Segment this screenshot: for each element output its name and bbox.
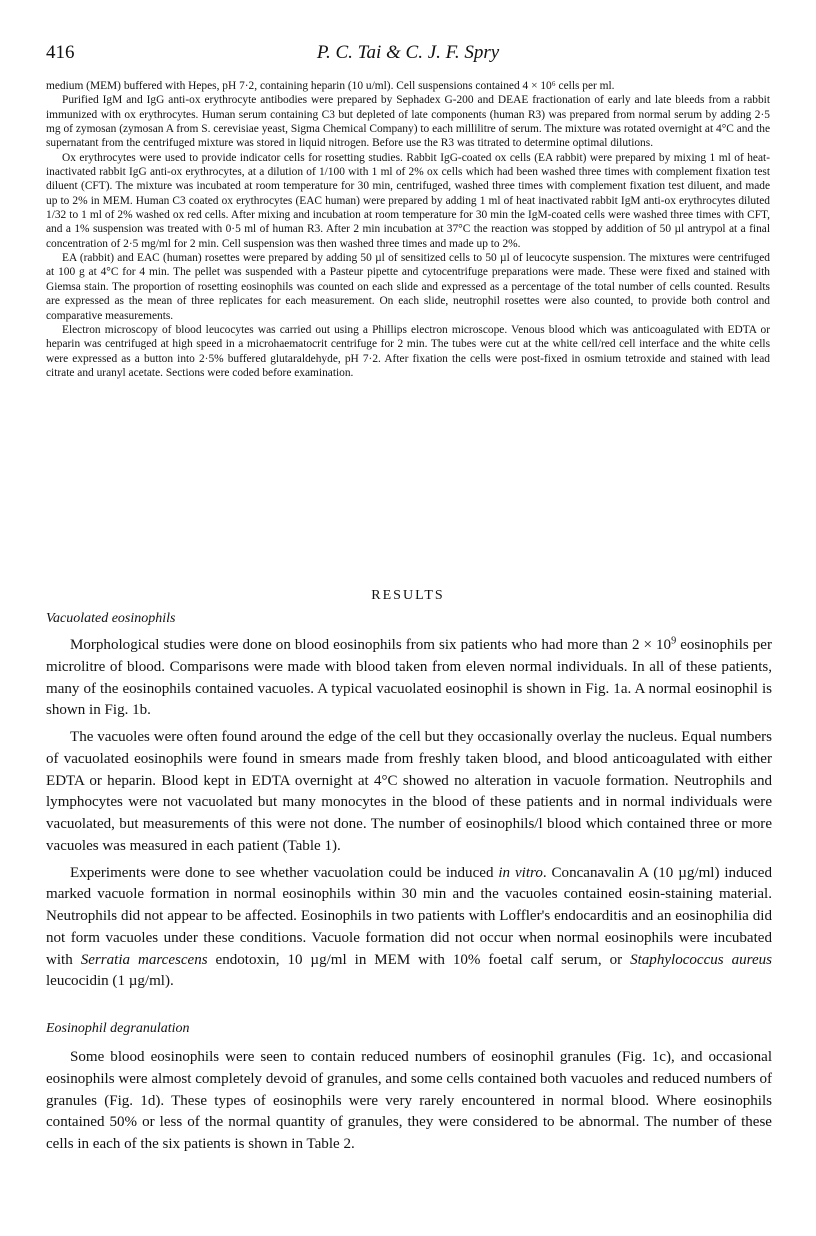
results-paragraph: Morphological studies were done on blood eosinophils from six patients who had more than $2 \times 10^9$ eosinophils per microlitre of blood. Comparisons were made with blood taken from eleven normal individuals. In all of these patients, many of the eosinophils contained vacuoles. A typical vacuolated eosinophil is shown in Fig. 1a. A normal eosinophil is shown in Fig. 1b. [46, 635, 772, 719]
exponent: 9 [671, 635, 677, 647]
methods-paragraph: medium (MEM) buffered with Hepes, pH 7·2, containing heparin (10 u/ml). Cell suspensions contained 4 × 10⁶ cells per ml. [46, 80, 615, 92]
results-paragraph: Experiments were done to see whether vacuolation could be induced in vitro. Concanavalin A (10 µg/ml) induced marked vacuole formation in normal eosinophils within 30 min and the vacuoles contained eosin-staining material. Neutrophils did not appear to be affected. Eosinophils in two patients with Loffler's endocarditis and an eosinophilia did not form vacuoles under these conditions. Vacuole formation did not occur when normal eosinophils were incubated with Serratia marcescens endotoxin, 10 µg/ml in MEM with 10% foetal calf serum, or Staphylococcus aureus leucocidin (1 µg/ml). [46, 864, 773, 990]
italic-term: Staphylococcus aureus [630, 951, 773, 968]
results-heading: RESULTS [371, 588, 445, 603]
section-title-vacuolated: Vacuolated eosinophils [46, 611, 176, 626]
methods-paragraph: Purified IgM and IgG anti-ox erythrocyte antibodies were prepared by Sephadex G-200 and DEAE fractionation of early and late bleeds from a rabbit immunized with ox erythrocytes. Human serum containing C3 but depleted of late components (human R3) was prepared from normal serum by adding 2·5 mg of zymosan (zymosan A from S. cerevisiae yeast, Sigma Chemical Company) to each millilitre of serum. The mixture was rotated overnight at 4°C and the supernatant from the centrifuged mixture was stored in liquid nitrogen. Before use the R3 was titrated to determine optimal dilutions. [46, 94, 770, 150]
methods-paragraph: Electron microscopy of blood leucocytes was carried out using a Phillips electron microscope. Venous blood which was anticoagulated with EDTA or heparin was centrifuged at high speed in a microhaematocrit centrifuge for 2 min. The tubes were cut at the white cell/red cell interface and the white cells were expressed as a button into 2·5% buffered glutaraldehyde, pH 7·2. After fixation the cells were post-fixed in osmium tetroxide and stained with lead citrate and uranyl acetate. Sections were coded before examination. [46, 323, 770, 379]
page-header [46, 42, 770, 70]
italic-term: in vitro [498, 864, 543, 881]
vacuolated-text [46, 635, 772, 993]
methods-text [46, 79, 770, 380]
section-title-degranulation: Eosinophil degranulation [46, 1021, 190, 1036]
methods-paragraph: EA (rabbit) and EAC (human) rosettes were prepared by adding 50 µl of sensitized cells to 50 µl of leucocyte suspension. The mixtures were centrifuged at 100 g at 4°C for 4 min. The pellet was suspended with a Pasteur pipette and cytocentrifuge preparations were made. These were fixed and stained with Giemsa stain. The proportion of rosetting eosinophils was counted on each slide and expressed as a percentage of the total number of cells counted. Results are expressed as the mean of three replicates for each measurement. On each slide, neutrophil rosettes were also counted, to provide both control and comparative measurements. [46, 252, 770, 322]
methods-paragraph: Ox erythrocytes were used to provide indicator cells for rosetting studies. Rabbit IgG-coated ox cells (EA rabbit) were prepared by mixing 1 ml of heat-inactivated rabbit IgG anti-ox erythrocytes, at a dilution of 1/100 with 1 ml of 2% ox cells which had been washed three times with complement fixation test diluent (CFT). The mixture was incubated at room temperature for 30 min, centrifuged, washed three times with complement fixation test diluent, and made up to 2% in MEM. Human C3 coated ox erythrocytes (EAC human) were prepared by adding 1 ml of heat inactivated rabbit IgM anti-ox erythrocytes diluted 1/32 to 1 ml of 2% washed ox red cells. After mixing and incubation at room temperature for 30 min the IgM-coated cells were washed three times with CFT, and a 1% suspension was treated with 0·5 ml of human R3. After 2 min incubation at 37°C the reaction was stopped by addition of 50 µl antrypol at a final concentration of 2·5 mg/ml for 2 min. Cell suspension was then washed three times and made up to 2%. [46, 151, 770, 250]
running-head: P. C. Tai & C. J. F. Spry [316, 42, 500, 63]
results-paragraph: Some blood eosinophils were seen to contain reduced numbers of eosinophil granules (Fig. 1c), and occasional eosinophils were almost completely devoid of granules, and some cells contained both vacuoles and reduced numbers of granules (Fig. 1d). These types of eosinophils were very rarely encountered in normal blood. Where eosinophils contained 50% or less of the normal quantity of granules, they were considered to be abnormal. The number of these cells in each of the six patients is shown in Table 2. [46, 1049, 772, 1152]
page-number: 416 [46, 42, 75, 63]
results-paragraph: The vacuoles were often found around the edge of the cell but they occasionally overlay the nucleus. Equal numbers of vacuolated eosinophils were found in smears made from freshly taken blood, and blood anticoagulated with either EDTA or heparin. Blood kept in EDTA overnight at 4°C showed no alteration in vacuole formation. Neutrophils and lymphocytes were not vacuolated but many monocytes in the blood of these patients and in normal individuals were vacuolated, but measurements of this were not done. The number of eosinophils/l blood which contained three or more vacuoles was measured in each patient (Table 1). [46, 729, 772, 854]
italic-term: Serratia marcescens [80, 951, 208, 968]
degranulation-text [46, 1047, 772, 1156]
